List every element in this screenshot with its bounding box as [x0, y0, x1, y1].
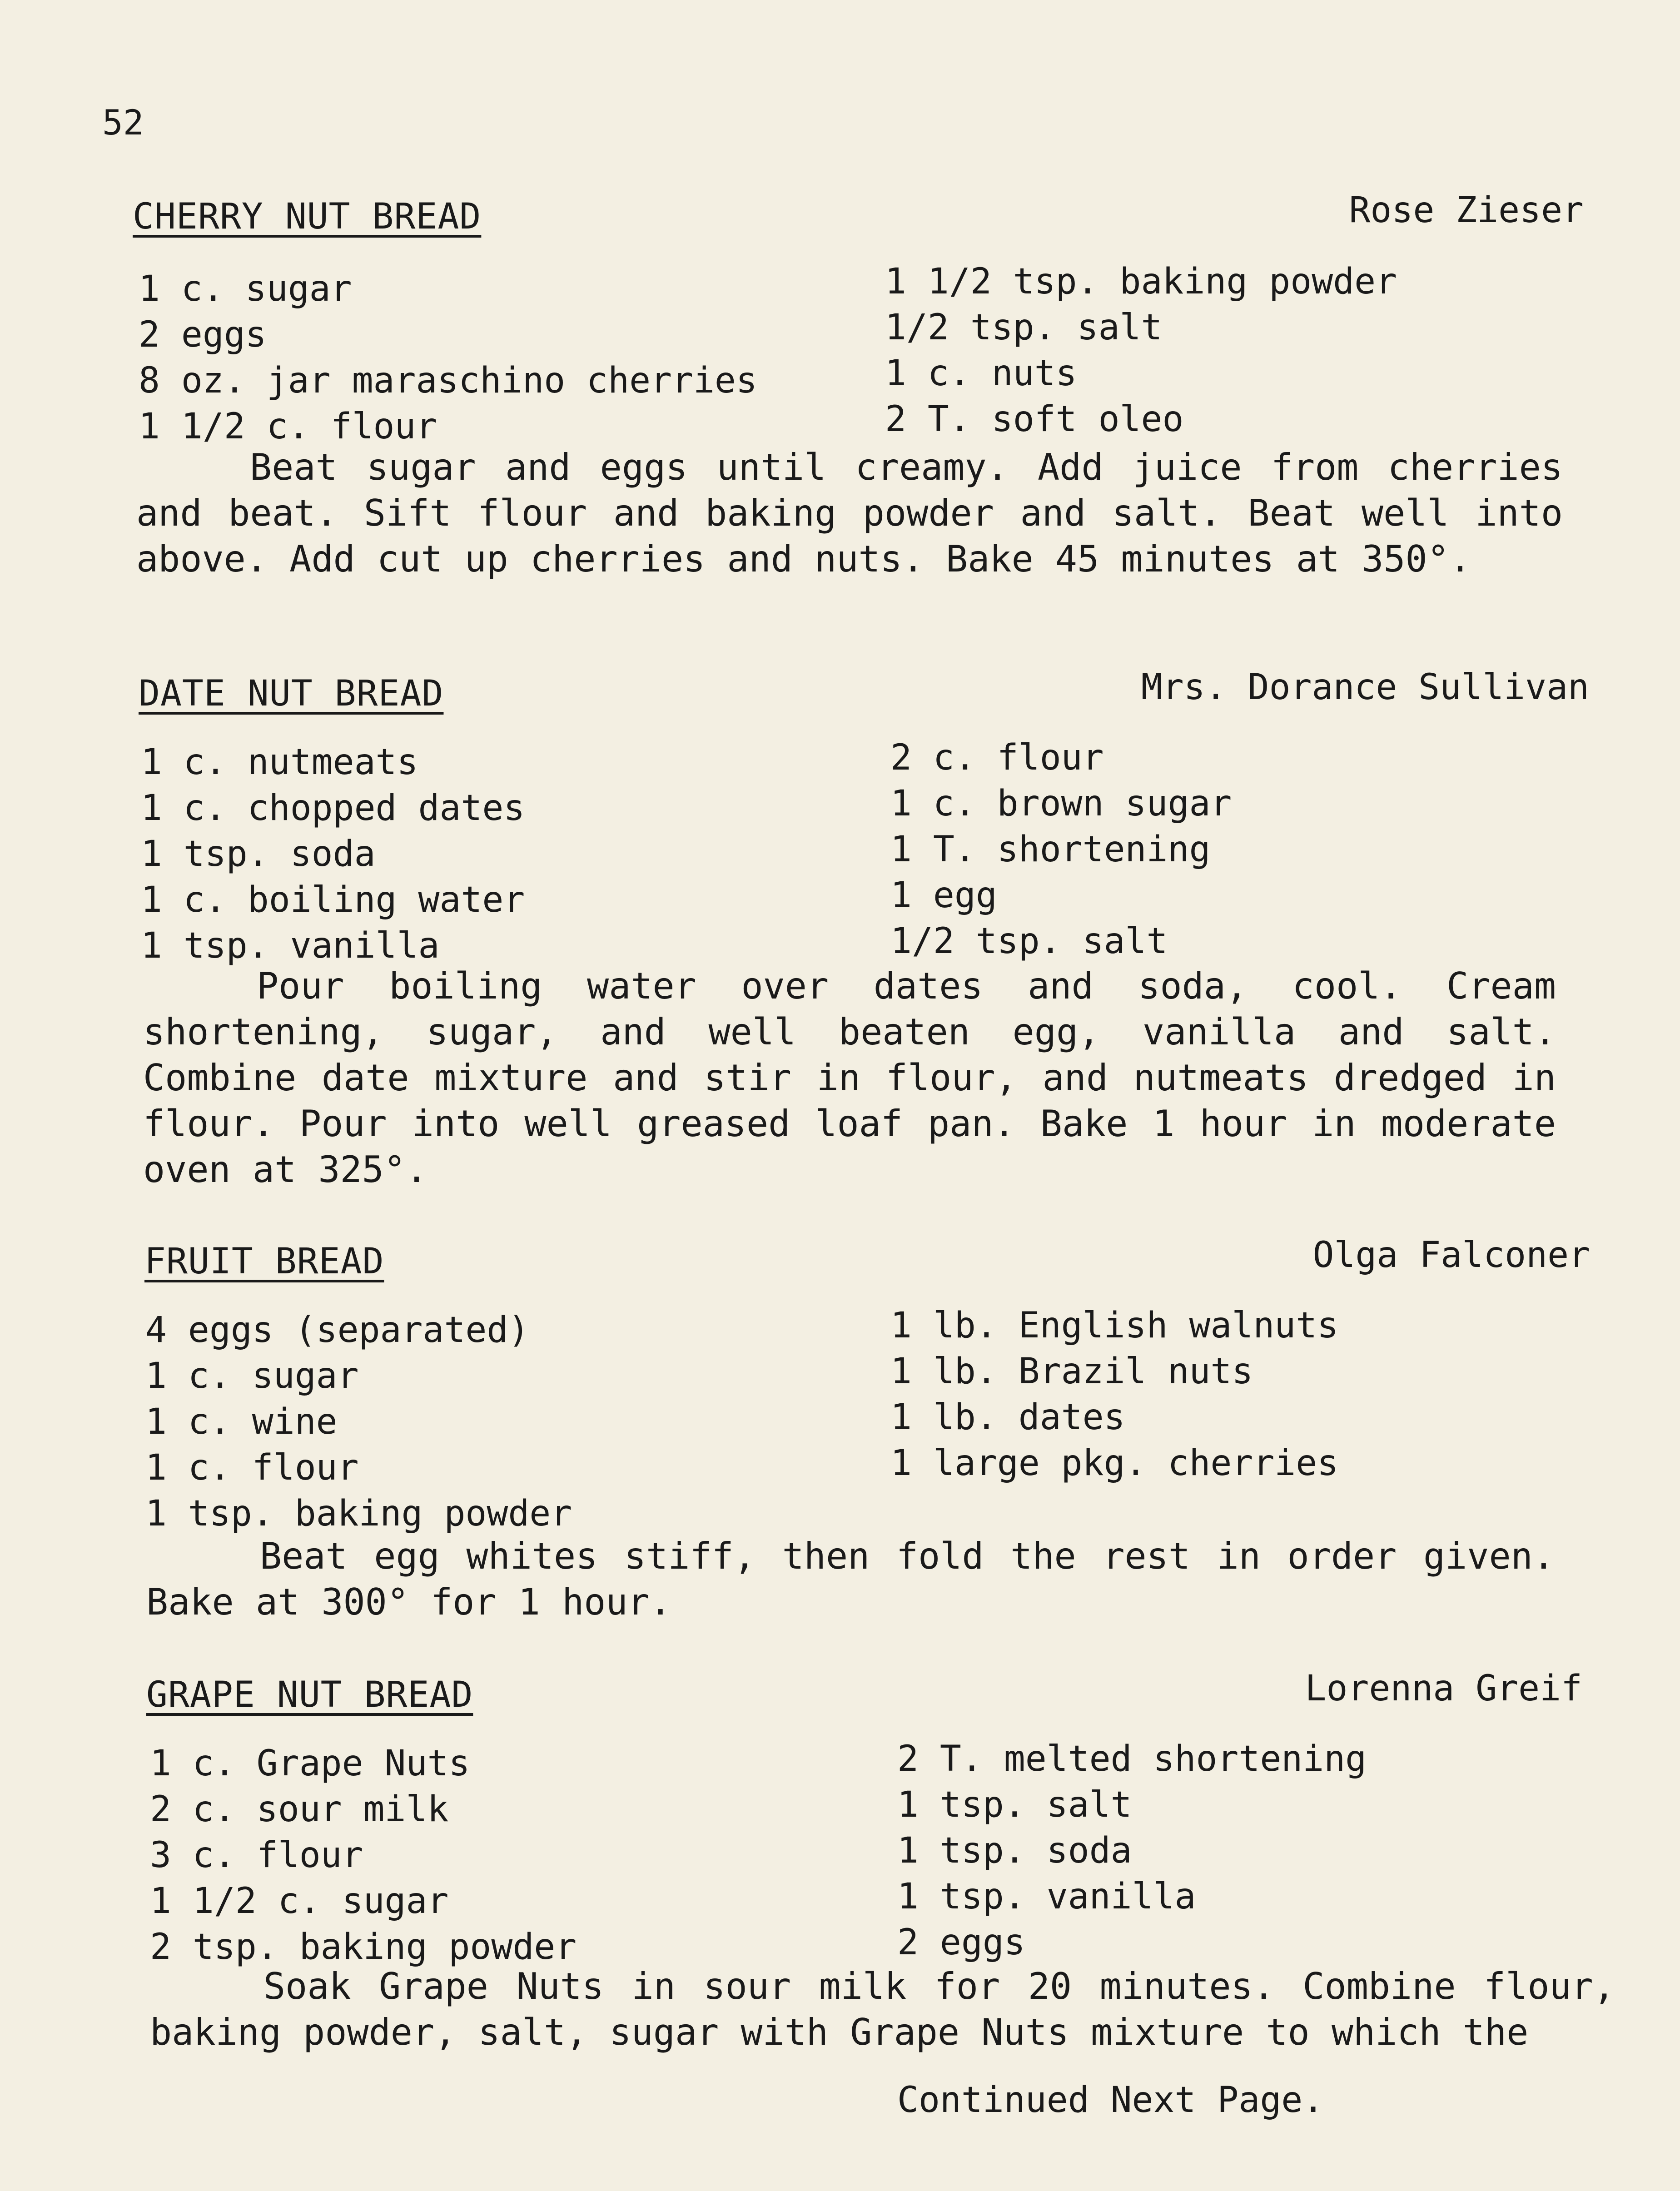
recipe-author: Olga Falconer — [1312, 1235, 1590, 1276]
recipe-directions: Pour boiling water over dates and soda, cool. Cream shortening, sugar, and well beaten egg, vanilla and salt. Combine date mixture and stir in flour, and nutmeats dredged in flour. Pour into well greased loaf pan. Bake 1 hour in moderate oven at 325°. — [143, 965, 1556, 1191]
recipe-title: FRUIT BREAD — [144, 1241, 384, 1282]
ingredient: 2 eggs — [139, 314, 267, 355]
recipe-author: Lorenna Greif — [1305, 1668, 1582, 1709]
ingredient: 1 tsp. soda — [141, 834, 376, 874]
ingredients-left — [141, 740, 525, 969]
ingredient: 4 eggs (separated) — [145, 1310, 530, 1351]
continued-note: Continued Next Page. — [897, 2080, 1324, 2121]
recipe-title: CHERRY NUT BREAD — [133, 196, 482, 237]
ingredient: 1 tsp. vanilla — [141, 925, 440, 966]
ingredient: 1/2 tsp. salt — [885, 307, 1163, 348]
recipe-directions: Beat egg whites stiff, then fold the rest in order given. Bake at 300° for 1 hour. — [146, 1535, 1555, 1623]
ingredient: 1 1/2 c. sugar — [150, 1881, 449, 1922]
ingredients-right — [897, 1736, 1367, 1966]
ingredient: 1 c. Grape Nuts — [150, 1743, 470, 1784]
recipe-title: DATE NUT BREAD — [139, 673, 444, 714]
ingredient: 1 c. nuts — [885, 353, 1077, 394]
ingredient: 1 c. sugar — [145, 1356, 359, 1396]
ingredient: 1 c. boiling water — [141, 879, 525, 920]
ingredient: 1 lb. English walnuts — [890, 1305, 1339, 1346]
ingredient: 1 lb. Brazil nuts — [890, 1351, 1253, 1392]
recipe-title: GRAPE NUT BREAD — [146, 1674, 473, 1715]
ingredient: 2 T. melted shortening — [897, 1739, 1367, 1779]
ingredient: 1 1/2 tsp. baking powder — [885, 261, 1397, 302]
ingredient: 8 oz. jar maraschino cherries — [139, 360, 757, 401]
ingredient: 1 c. flour — [145, 1447, 359, 1488]
ingredient: 1 1/2 c. flour — [139, 406, 437, 447]
ingredient: 1 c. nutmeats — [141, 742, 418, 783]
ingredient: 3 c. flour — [150, 1835, 363, 1876]
ingredient: 1 tsp. soda — [897, 1830, 1132, 1871]
ingredient: 1 egg — [890, 875, 997, 916]
ingredient: 1 lb. dates — [890, 1397, 1125, 1438]
ingredients-right — [885, 259, 1397, 442]
ingredient: 2 eggs — [897, 1922, 1025, 1963]
ingredient: 1 c. brown sugar — [890, 783, 1232, 824]
ingredient: 2 c. sour milk — [150, 1789, 449, 1830]
ingredient: 1 c. chopped dates — [141, 788, 525, 829]
ingredient: 2 c. flour — [890, 737, 1104, 778]
ingredient: 1 large pkg. cherries — [890, 1443, 1339, 1484]
recipe-directions: Soak Grape Nuts in sour milk for 20 minutes. Combine flour, baking powder, salt, sugar with Grape Nuts mixture to which the — [150, 1965, 1615, 2053]
ingredient: 2 tsp. baking powder — [150, 1927, 577, 1967]
ingredient: 1 c. sugar — [139, 268, 352, 309]
ingredients-right — [890, 1303, 1338, 1486]
ingredient: 1 tsp. baking powder — [145, 1493, 572, 1534]
ingredients-right — [890, 735, 1232, 964]
ingredient: 1 T. shortening — [890, 829, 1211, 870]
ingredient: 1 tsp. vanilla — [897, 1876, 1196, 1917]
ingredient: 1 c. wine — [145, 1401, 338, 1442]
ingredients-left — [145, 1307, 572, 1537]
ingredient: 2 T. soft oleo — [885, 399, 1184, 440]
ingredients-left — [139, 266, 757, 450]
recipe-directions: Beat sugar and eggs until creamy. Add juice from cherries and beat. Sift flour and baking powder and salt. Beat well into above. Add cut up cherries and nuts. Bake 45 minutes at 350°. — [136, 446, 1563, 580]
recipe-author: Rose Zieser — [1349, 190, 1584, 231]
page-number: 52 — [102, 102, 144, 143]
ingredient: 1/2 tsp. salt — [890, 921, 1168, 962]
ingredients-left — [150, 1741, 577, 1970]
ingredient: 1 tsp. salt — [897, 1784, 1132, 1825]
recipe-author: Mrs. Dorance Sullivan — [1141, 667, 1589, 708]
